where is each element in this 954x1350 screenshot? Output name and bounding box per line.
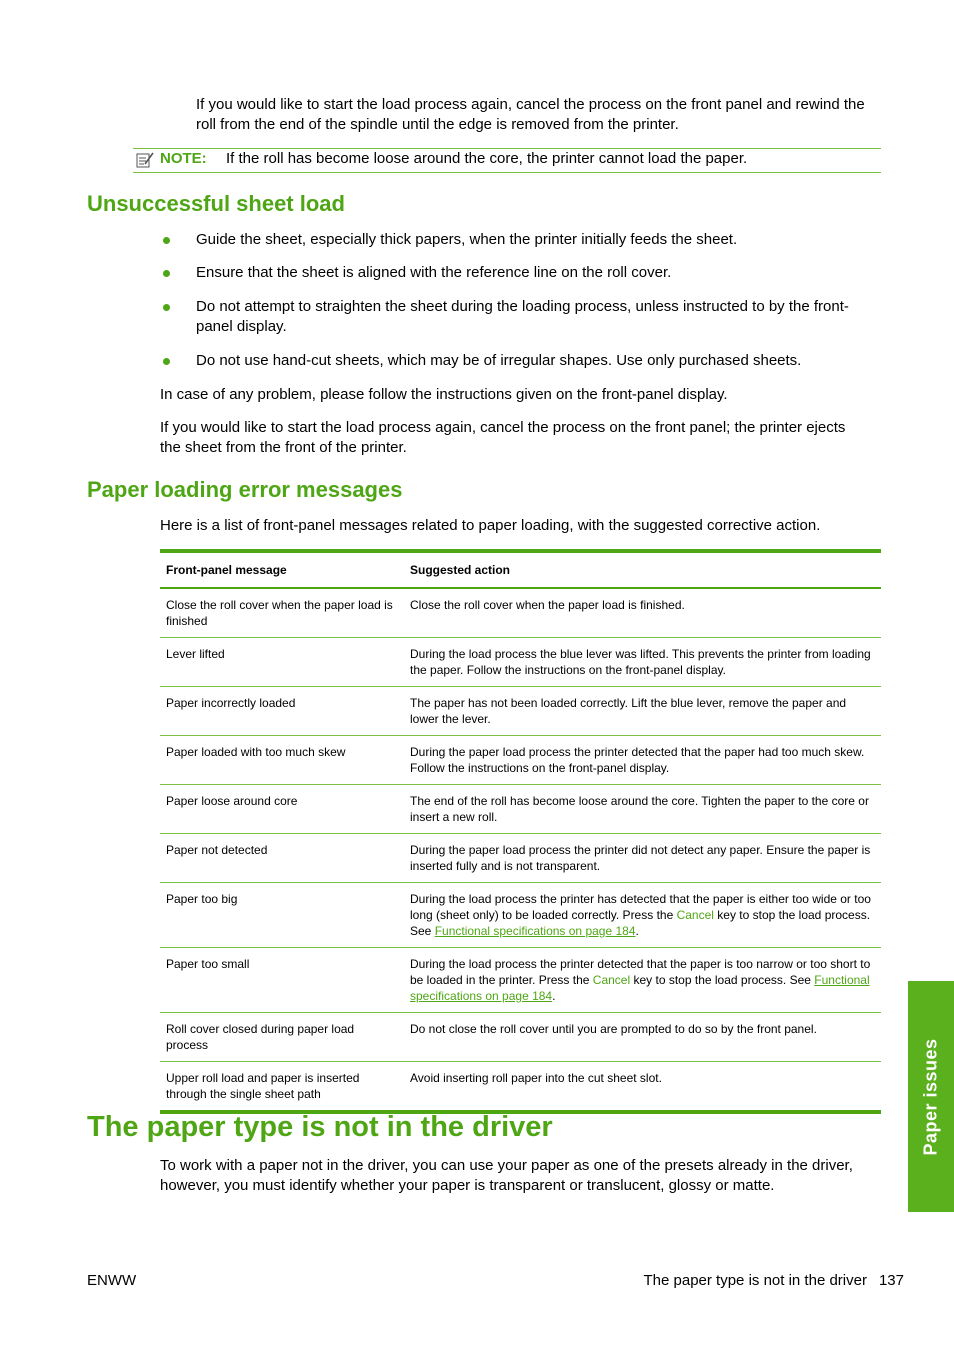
message-cell: Paper too small xyxy=(160,948,404,1013)
list-item xyxy=(160,230,880,250)
driver-paragraph: To work with a paper not in the driver, you can use your paper as one of the presets already in the driver, however, you must identify whether your paper is transparent or translucent, glossy or matte. xyxy=(160,1157,853,1194)
chapter-side-tab-label: Paper issues xyxy=(920,1037,941,1156)
message-cell: Paper not detected xyxy=(160,834,404,883)
action-cell: During the paper load process the printer did not detect any paper. Ensure the paper is inserted fully and is not transparent. xyxy=(404,834,881,883)
action-cell: Do not close the roll cover until you are prompted to do so by the front panel. xyxy=(404,1013,881,1062)
message-cell: Paper too big xyxy=(160,883,404,948)
message-cell: Close the roll cover when the paper load is finished xyxy=(160,588,404,638)
section-heading-sheet-load: Unsuccessful sheet load xyxy=(87,191,345,216)
bullet-icon xyxy=(163,237,170,244)
message-cell: Paper loaded with too much skew xyxy=(160,736,404,785)
action-cell xyxy=(404,948,881,1013)
error-messages-intro: Here is a list of front-panel messages related to paper loading, with the suggested corrective action. xyxy=(160,517,821,534)
footer-left: ENWW xyxy=(87,1272,137,1289)
note-pencil-icon xyxy=(136,152,154,168)
table-header-row xyxy=(160,551,881,588)
list-item xyxy=(160,351,880,371)
table-row xyxy=(160,883,881,948)
bullet-text: Guide the sheet, especially thick papers, when the printer initially feeds the sheet. xyxy=(196,231,738,248)
table-row xyxy=(160,687,881,736)
page-title: The paper type is not in the driver xyxy=(87,1111,553,1143)
action-text: key to stop the load process. See xyxy=(410,908,871,938)
table-row xyxy=(160,588,881,638)
message-cell: Paper loose around core xyxy=(160,785,404,834)
column-header: Front-panel message xyxy=(160,551,404,588)
section-heading-error-messages: Paper loading error messages xyxy=(87,477,403,502)
functional-specifications-link[interactable]: Functional specifications on page 184 xyxy=(410,973,870,1003)
action-cell xyxy=(404,883,881,948)
table-row xyxy=(160,1062,881,1113)
bullet-text: Ensure that the sheet is aligned with the reference line on the roll cover. xyxy=(196,264,672,281)
bullet-icon xyxy=(163,358,170,365)
table-row xyxy=(160,834,881,883)
table-row xyxy=(160,1013,881,1062)
message-cell: Paper incorrectly loaded xyxy=(160,687,404,736)
message-cell: Upper roll load and paper is inserted through the single sheet path xyxy=(166,1071,360,1101)
sheet-load-bullets xyxy=(160,230,880,371)
action-text: . xyxy=(635,924,639,938)
table-row xyxy=(160,785,881,834)
column-header: Suggested action xyxy=(404,551,881,588)
bullet-icon xyxy=(163,270,170,277)
action-cell: The end of the roll has become loose around the core. Tighten the paper to the core or insert a new roll. xyxy=(404,785,881,834)
message-cell: Lever lifted xyxy=(160,638,404,687)
page-number: 137 xyxy=(878,1272,904,1289)
table-row xyxy=(160,948,881,1013)
bullet-text: Do not use hand-cut sheets, which may be of irregular shapes. Use only purchased sheets. xyxy=(196,352,802,369)
footer-right xyxy=(644,1271,905,1291)
action-text: During the load process the printer has detected that the paper is either too wide or too long (sheet only) to be loaded correctly. Press the xyxy=(410,892,871,922)
chapter-side-tab xyxy=(908,981,954,1212)
action-text: During the load process the printer detected that the paper is too narrow or too short to be loaded in the printer. Press the xyxy=(410,957,871,987)
bullet-text: Do not attempt to straighten the sheet during the loading process, unless instructed to by the front-panel display. xyxy=(196,298,849,335)
action-cell: During the load process the blue lever was lifted. This prevents the printer from loading the paper. Follow the instructions on the front-panel display. xyxy=(404,638,881,687)
table-row xyxy=(160,736,881,785)
functional-specifications-link[interactable]: Functional specifications on page 184 xyxy=(434,924,636,938)
bullet-icon xyxy=(163,304,170,311)
list-item xyxy=(160,263,880,283)
sheet-load-paragraph-2: If you would like to start the load process again, cancel the process on the front panel; the printer ejects the sheet from the front of the printer. xyxy=(160,419,846,456)
table-row xyxy=(160,638,881,687)
action-cell: Avoid inserting roll paper into the cut sheet slot. xyxy=(410,1071,662,1085)
action-cell: The paper has not been loaded correctly. Lift the blue lever, remove the paper and lower the lever. xyxy=(404,687,881,736)
note-box xyxy=(133,148,881,173)
action-text: key to stop the load process. See xyxy=(630,973,815,987)
cancel-key-label: Cancel xyxy=(592,973,631,987)
list-item xyxy=(160,297,866,337)
message-cell: Roll cover closed during paper load process xyxy=(160,1013,404,1062)
action-text: . xyxy=(552,989,556,1003)
error-messages-table xyxy=(160,549,881,1114)
action-cell: During the paper load process the printer detected that the paper had too much skew. Follow the instructions on the front-panel display. xyxy=(404,736,881,785)
cancel-key-label: Cancel xyxy=(676,908,714,922)
action-cell: Close the roll cover when the paper load is finished. xyxy=(404,588,881,638)
note-label: NOTE: xyxy=(160,150,207,167)
footer-title: The paper type is not in the driver xyxy=(643,1272,867,1289)
note-text: If the roll has become loose around the core, the printer cannot load the paper. xyxy=(226,150,748,167)
sheet-load-paragraph-1: In case of any problem, please follow the instructions given on the front-panel display. xyxy=(160,386,728,403)
intro-paragraph: If you would like to start the load process again, cancel the process on the front panel and rewind the roll from the end of the spindle until the edge is removed from the printer. xyxy=(196,96,865,133)
